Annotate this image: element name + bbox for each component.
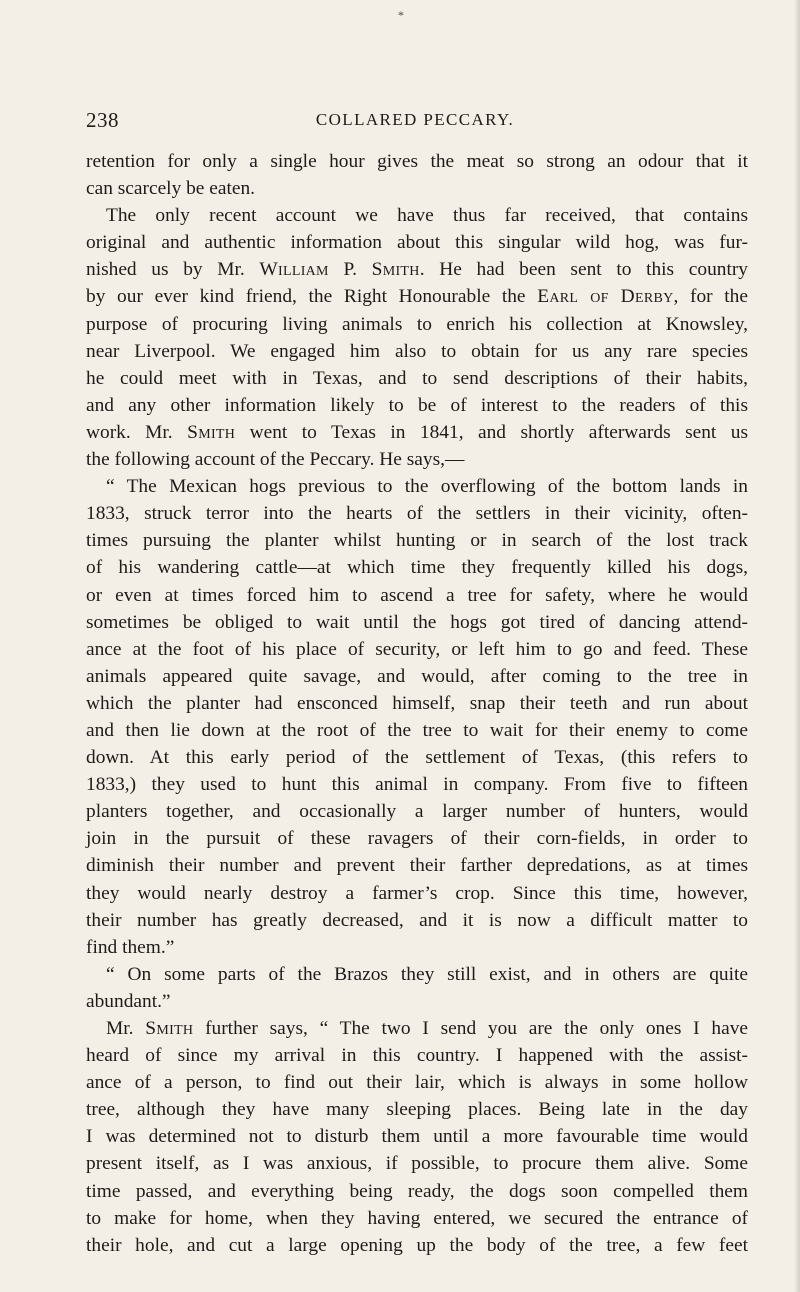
text-line: join in the pursuit of these ravagers of their corn-fields, in order to [86, 828, 748, 850]
proper-name: Smith [371, 259, 420, 281]
text-line: planters together, and occasionally a larger number of hunters, would [86, 801, 748, 823]
proper-name: William [259, 259, 329, 281]
text-line: times pursuing the planter whilst hunting or in search of the lost track [86, 530, 748, 552]
text-line [86, 283, 748, 310]
text-line: present itself, as I was anxious, if possible, to procure them alive. Some [86, 1153, 748, 1175]
text-line: their number has greatly decreased, and it is now a difficult matter to [86, 909, 748, 931]
text-segment: nished us by Mr. [86, 259, 260, 281]
text-line: retention for only a single hour gives the meat so strong an odour that it [86, 151, 748, 172]
text-line: can scarcely be eaten. [86, 178, 256, 200]
text-line: abundant.” [86, 990, 171, 1012]
text-segment: , for the [673, 286, 748, 308]
text-line: of his wandering cattle—at which time they frequently killed his dogs, [86, 557, 748, 579]
text-line: and any other information likely to be of interest to the readers of this [86, 394, 748, 416]
text-line: tree, although they have many sleeping places. Being late in the day [86, 1099, 748, 1121]
text-segment: P. [328, 259, 372, 281]
text-line: purpose of procuring living animals to enrich his collection at Knowsley, [86, 313, 748, 335]
text-line: the following account of the Peccary. He says,— [86, 449, 465, 471]
text-line: heard of since my arrival in this country. I happened with the assist- [86, 1045, 748, 1067]
page-edge-shadow [794, 0, 800, 1292]
text-line: time passed, and everything being ready, the dogs soon compelled them [86, 1180, 748, 1202]
text-line: their hole, and cut a large opening up the body of the tree, a few feet [86, 1234, 748, 1256]
text-line: near Liverpool. We engaged him also to obtain for us any rare species [86, 340, 748, 362]
text-line: “ The Mexican hogs previous to the overflowing of the bottom lands in [106, 476, 748, 498]
page-number: 238 [86, 108, 119, 132]
text-line: they would nearly destroy a farmer’s crop. Since this time, however, [86, 882, 748, 904]
text-line: down. At this early period of the settlement of Texas, (this refers to [86, 747, 748, 769]
text-line [86, 1015, 748, 1042]
text-line: original and authentic information about this singular wild hog, was fur- [86, 232, 748, 254]
text-line: or even at times forced him to ascend a tree for safety, where he would [86, 584, 748, 606]
text-line: “ On some parts of the Brazos they still exist, and in others are quite [106, 963, 748, 985]
running-head: COLLARED PECCARY. [315, 110, 515, 129]
body-text [86, 148, 748, 1259]
text-segment: . He had been sent to this country [419, 259, 749, 281]
text-line: I was determined not to disturb them until a more favourable time would [86, 1126, 748, 1148]
text-line: which the planter had ensconced himself, snap their teeth and run about [86, 692, 748, 714]
page-header [86, 108, 744, 138]
text-line: and then lie down at the root of the tree to wait for their enemy to come [86, 719, 748, 741]
text-line: 1833, struck terror into the hearts of the settlers in their vicinity, often- [86, 503, 748, 525]
text-line: animals appeared quite savage, and would, after coming to the tree in [86, 665, 748, 687]
text-segment: went to Texas in 1841, and shortly afterwards sent us [235, 421, 749, 443]
printer-mark: * [398, 8, 404, 22]
proper-name: Smith [145, 1018, 194, 1039]
text-line [86, 419, 748, 446]
text-line: he could meet with in Texas, and to send descriptions of their habits, [86, 367, 748, 389]
proper-name: Smith [187, 421, 236, 443]
text-line: The only recent account we have thus far received, that contains [106, 205, 748, 227]
text-line: to make for home, when they having entered, we secured the entrance of [86, 1207, 748, 1229]
text-line: sometimes be obliged to wait until the hogs got tired of dancing attend- [86, 611, 748, 633]
text-line [86, 256, 748, 283]
text-segment: further says, “ The two I send you are the only ones I have [193, 1018, 748, 1039]
text-line: ance of a person, to find out their lair, which is always in some hollow [86, 1072, 748, 1094]
text-line: 1833,) they used to hunt this animal in company. From five to fifteen [86, 774, 748, 796]
text-segment: Mr. [106, 1018, 146, 1039]
text-line: diminish their number and prevent their farther depredations, as at times [86, 855, 748, 877]
text-line: find them.” [86, 936, 175, 958]
text-segment: work. Mr. [86, 421, 188, 443]
proper-name: Earl of Derby [537, 286, 674, 308]
text-segment: by our ever kind friend, the Right Honourable the [86, 286, 538, 308]
text-line: ance at the foot of his place of security, or left him to go and feed. These [86, 638, 748, 660]
